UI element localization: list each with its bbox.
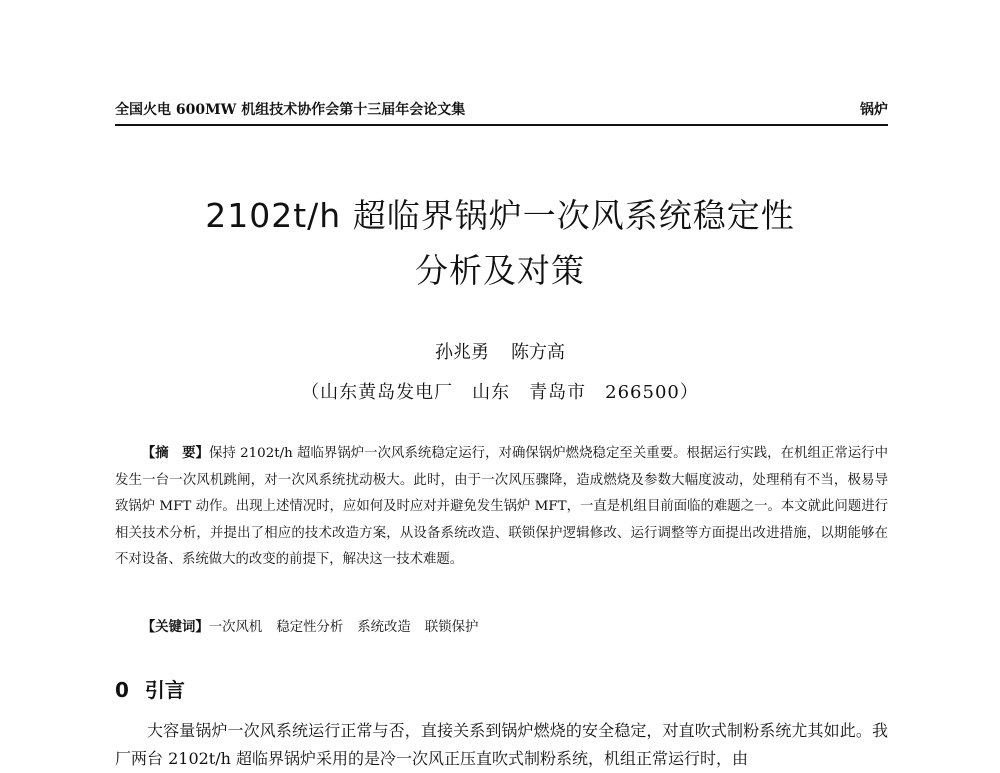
section-title: 引言: [144, 678, 185, 702]
journal-name: 全国火电 600MW 机组技术协作会第十三届年会论文集: [115, 102, 466, 118]
body-paragraph: 大容量锅炉一次风系统运行正常与否，直接关系到锅炉燃烧的安全稳定，对直吹式制粉系统尤其如此。我厂两台 2102t/h 超临界锅炉采用的是冷一次风正压直吹式制粉系统，机组正常运行时，由: [115, 721, 888, 768]
keyword: 系统改造: [357, 620, 411, 635]
author-name: 孙兆勇: [435, 342, 489, 363]
section-heading: [115, 674, 185, 703]
abstract-text: 保持 2102t/h 超临界锅炉一次风系统稳定运行，对确保锅炉燃烧稳定至关重要。根据运行实践，在机组正常运行中发生一台一次风机跳闸，对一次风系统扰动极大。此时，由于一次风压骤降，造成燃烧及参数大幅度波动，处理稍有不当，极易导致锅炉 MFT 动作。出现上述情况时，应如何及时应对并避免发生锅炉 MFT，一直是机组目前面临的难题之一。本文就此问题进行相关技术分析，并提出了相应的技术改造方案，从设备系统改造、联锁保护逻辑修改、运行调整等方面提出改进措施，以期能够在不对设备、系统做大的改变的前提下，解决这一技术难题。: [115, 446, 889, 567]
keyword: 联锁保护: [424, 620, 479, 635]
keyword: 稳定性分析: [276, 620, 344, 635]
keywords: [115, 615, 888, 640]
paper-title-line-2: 分析及对策: [415, 251, 585, 290]
keyword: 一次风机: [208, 620, 263, 635]
author-list: [0, 338, 1000, 364]
author-name: 陈方高: [511, 342, 565, 363]
section-number: 0: [115, 678, 129, 702]
section-category: 锅炉: [860, 102, 888, 118]
running-header: [115, 98, 888, 126]
abstract-label: 【摘 要】: [141, 445, 209, 461]
keywords-label: 【关键词】: [141, 619, 209, 635]
paper-title-line-1: 2102t/h 超临界锅炉一次风系统稳定性: [205, 196, 795, 235]
abstract: [115, 440, 888, 574]
author-affiliation: （山东黄岛发电厂 山东 青岛市 266500）: [301, 382, 699, 403]
